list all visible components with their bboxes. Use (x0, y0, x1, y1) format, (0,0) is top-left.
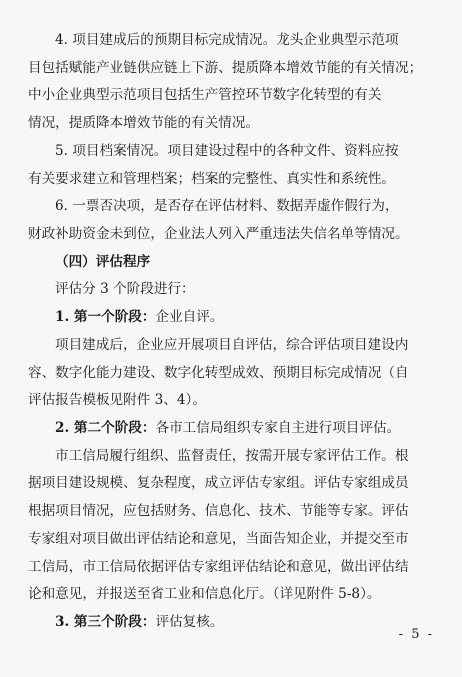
paragraph-line: 有关要求建立和管理档案；档案的完整性、真实性和系统性。 (28, 171, 396, 187)
paragraph-line: 据项目建设规模、复杂程度，成立评估专家组。评估专家组成员 (28, 475, 409, 491)
paragraph-line: 目包括赋能产业链供应链上下游、提质降本增效节能的有关情况； (28, 60, 423, 76)
stage-3-line (55, 612, 438, 632)
stage-2-line (55, 418, 438, 438)
stage-2-text: 各市工信局组织专家自主进行项目评估。 (155, 420, 401, 436)
paragraph-line: 4. 项目建成后的预期目标完成情况。龙头企业典型示范项 (55, 32, 399, 48)
paragraph-line: 5. 项目档案情况。项目建设过程中的各种文件、资料应按 (55, 143, 399, 159)
paragraph-line: 项目建成后，企业应开展项目自评估，综合评估项目建设内 (55, 337, 409, 353)
section-heading: （四）评估程序 (55, 254, 151, 270)
paragraph-line: 专家组对项目做出评估结论和意见，当面告知企业，并提交至市 (28, 531, 409, 547)
paragraph-line: 容、数字化能力建设、数字化转型成效、预期目标完成情况（自 (28, 365, 409, 381)
paragraph-line: 情况，提质降本增效节能的有关情况。 (28, 115, 260, 131)
stage-1-line (55, 307, 438, 327)
paragraph-line: 论和意见，并报送至省工业和信息化厅。（详见附件 5-8）。 (28, 586, 381, 602)
stage-3-label: 3. 第三个阶段： (55, 614, 156, 630)
paragraph-line: 评估报告模板见附件 3、4）。 (28, 392, 206, 408)
stage-2-label: 2. 第二个阶段： (55, 420, 156, 436)
page-number: - 5 - (398, 627, 434, 642)
stage-1-text: 企业自评。 (155, 309, 224, 325)
paragraph-line: 市工信局履行组织、监督责任，按需开展专家评估工作。根 (55, 448, 409, 464)
paragraph-line: 根据项目情况，应包括财务、信息化、技术、节能等专家。评估 (28, 503, 409, 519)
paragraph-line: 财政补助资金未到位，企业法人列入严重违法失信名单等情况。 (28, 226, 409, 242)
intro-line: 评估分 3 个阶段进行： (55, 281, 195, 297)
paragraph-line: 6. 一票否决项，是否存在评估材料、数据弄虚作假行为， (55, 198, 399, 214)
paragraph-line: 工信局，市工信局依据评估专家组评估结论和意见，做出评估结 (28, 559, 409, 575)
stage-3-text: 评估复核。 (155, 614, 224, 630)
paragraph-line: 中小企业典型示范项目包括生产管控环节数字化转型的有关 (28, 87, 382, 103)
stage-1-label: 1. 第一个阶段： (55, 309, 156, 325)
